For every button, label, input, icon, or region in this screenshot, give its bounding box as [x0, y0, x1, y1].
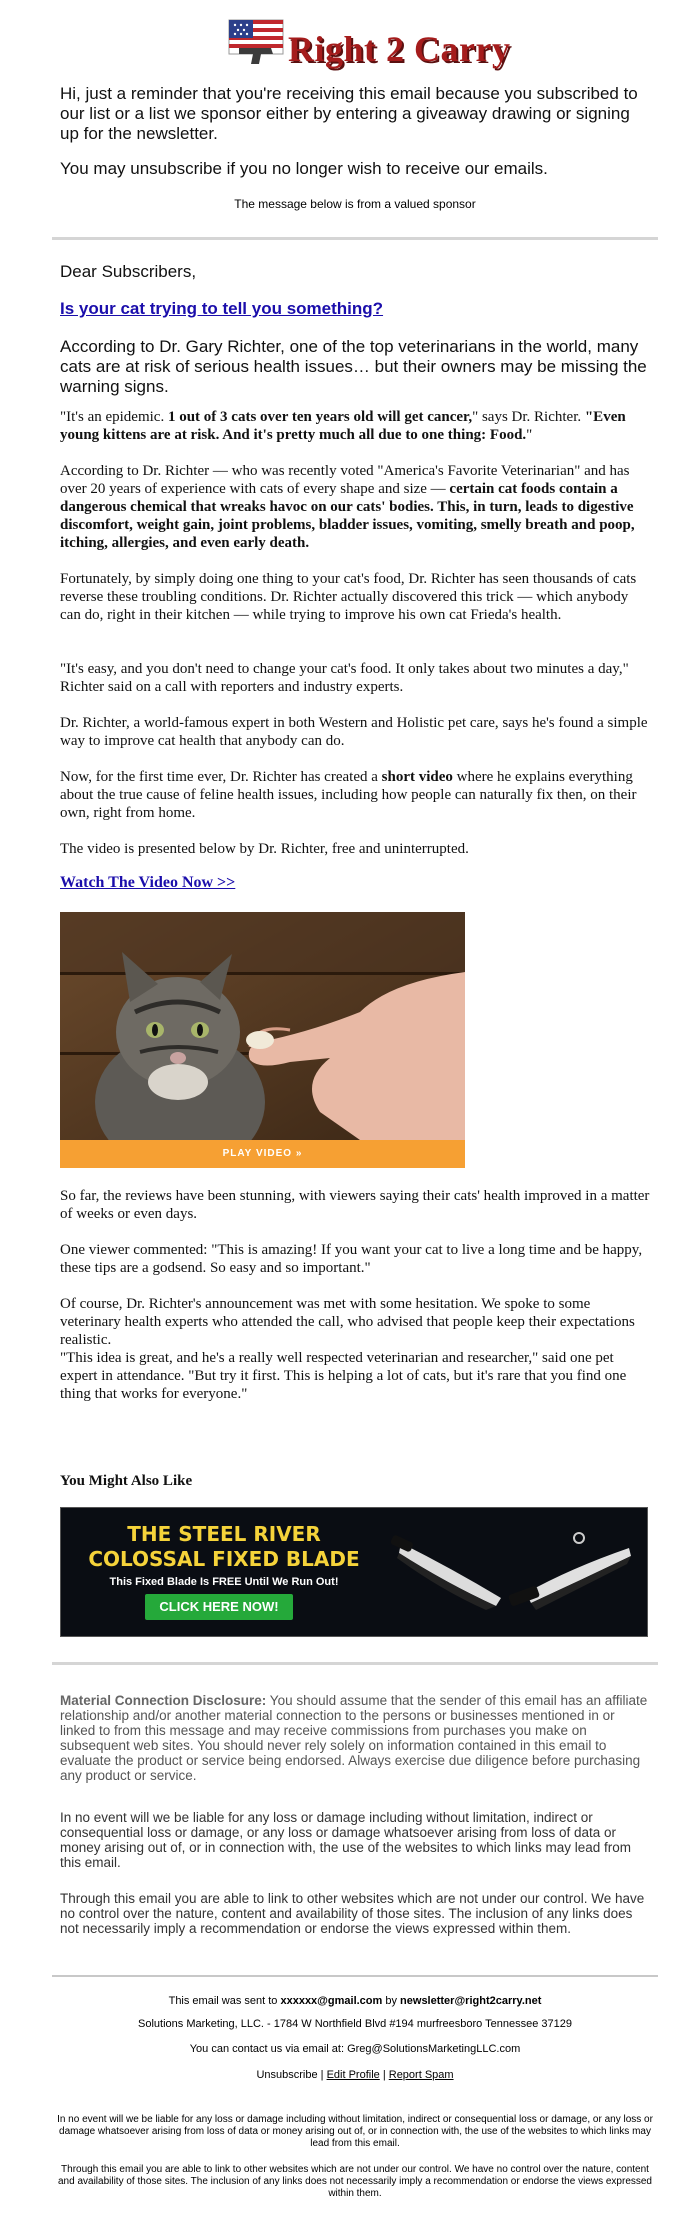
play-video-button[interactable]: PLAY VIDEO » — [60, 1140, 465, 1168]
banner-cta-button[interactable]: CLICK HERE NOW! — [145, 1594, 293, 1620]
sender-email: newsletter@right2carry.net — [400, 1995, 542, 2007]
edit-profile-link[interactable]: Edit Profile — [326, 2069, 380, 2081]
disclosure-divider — [52, 1662, 658, 1665]
video-announcement-paragraph: Now, for the first time ever, Dr. Richter has created a short video where he explains everything about the true cause of feline health issues, including how people can naturally fix then, on their own, right from home. — [60, 769, 637, 821]
reviews-paragraph: So far, the reviews have been stunning, with viewers saying their cats' health improved in a matter of weeks or even days. — [60, 1188, 650, 1222]
expert-paragraph: Dr. Richter, a world-famous expert in both Western and Holistic pet care, says he's found a simple way to improve cat health that anybody can do. — [60, 715, 648, 749]
report-spam-link[interactable]: Report Spam — [388, 2069, 454, 2081]
material-disclosure: Material Connection Disclosure: You should assume that the sender of this email has an affiliate relationship and/or another material connection to the persons or businesses mentioned in or linked to from this message and may receive commissions from purchases you make on subsequent web sites. You should never rely solely on information contained in this email to evaluate the product or service being endorsed. Always exercise due diligence before purchasing any product or service. — [60, 1693, 648, 1783]
sent-to-line: This email was sent to xxxxxx@gmail.com by newsletter@right2carry.net — [168, 1995, 542, 2007]
footer-liability-notice: In no event will we be liable for any loss or damage including without limitation, indirect or consequential loss or damage, or any loss or damage whatsoever arising from loss of data or money arising out of, or in connection with, the use of the websites to which links may lead from this email. — [57, 2114, 653, 2149]
chemical-paragraph: According to Dr. Richter — who was recently voted "America's Favorite Veterinarian" and has over 20 years of experience with cats of every shape and size — certain cat foods contain a dangerous chemical that wreaks havoc on our cats' bodies. This, in turn, leads to digestive discomfort, weight gain, joint problems, bladder issues, vomiting, smelly breath and poop, itching, allergies, and even early death. — [60, 463, 635, 551]
double-chevron-right-icon: » — [295, 1148, 303, 1159]
knife-icon — [391, 1528, 641, 1618]
epidemic-paragraph: "It's an epidemic. 1 out of 3 cats over ten years old will get cancer," says Dr. Richter. "Even young kittens are at risk. And it's pretty much all due to one thing: Food." — [60, 409, 626, 443]
recipient-email: xxxxxx@gmail.com — [280, 1995, 383, 2007]
easy-quote-paragraph: "It's easy, and you don't need to change your cat's food. It only takes about two minutes a day," Richter said on a call with reporters and industry experts. — [60, 661, 629, 695]
fortunately-paragraph: Fortunately, by simply doing one thing to your cat's food, Dr. Richter has seen thousands of cats reverse these troubling conditions. Dr. Richter actually discovered this trick — which anybody can do, right in their kitchen — while trying to improve his own cat Frieda's health. — [60, 571, 637, 623]
contact-line: You can contact us via email at: Greg@SolutionsMarketingLLC.com — [189, 2043, 521, 2055]
video-thumbnail[interactable] — [60, 912, 465, 1168]
banner-title-line2: COLOSSAL FIXED BLADE — [88, 1547, 360, 1571]
cat-hand-image — [60, 912, 465, 1140]
brand-wordmark: Right 2 Carry — [288, 29, 511, 69]
section-divider — [52, 237, 658, 240]
banner-subtitle: This Fixed Blade Is FREE Until We Run Out! — [109, 1576, 339, 1588]
lead-paragraph: According to Dr. Gary Richter, one of the top veterinarians in the world, many cats are at risk of serious health issues… but their owners may be missing the warning signs. — [60, 337, 647, 396]
greeting: Dear Subscribers, — [60, 262, 197, 281]
footer-links-notice: Through this email you are able to link to other websites which are not under our control. We have no control over the nature, content and availability of those sites. The inclusion of any links does not necessarily imply a recommendation or endorse the views expressed within them. — [57, 2164, 652, 2199]
hesitation-paragraph: Of course, Dr. Richter's announcement was met with some hesitation. We spoke to some veterinary health experts who attended the call, who advised that people keep their expectations realistic. — [60, 1296, 635, 1348]
knife-ad-banner[interactable] — [60, 1507, 648, 1637]
unsubscribe-note: You may unsubscribe if you no longer wish to receive our emails. — [60, 159, 548, 178]
external-links-notice: Through this email you are able to link to other websites which are not under our control. We have no control over the nature, content and availability of those sites. The inclusion of any links does not necessarily imply a recommendation or endorse the views expressed within them. — [60, 1891, 645, 1936]
unsubscribe-text[interactable]: Unsubscribe — [256, 2069, 318, 2081]
liability-notice: In no event will we be liable for any loss or damage including without limitation, indirect or consequential loss or damage, or any loss or damage whatsoever arising from loss of data or money arising out of, or in connection with, the use of the websites to which links may lead from this email. — [60, 1810, 632, 1870]
headline-link[interactable]: Is your cat trying to tell you something? — [60, 299, 384, 318]
video-presented-paragraph: The video is presented below by Dr. Richter, free and uninterrupted. — [60, 841, 469, 857]
expert-quote-paragraph: "This idea is great, and he's a really well respected veterinarian and researcher," said one pet expert in attendance. "But try it first. This is helping a lot of cats, but it's rare that you find one thing that works for everyone." — [60, 1350, 627, 1402]
viewer-comment-paragraph: One viewer commented: "This is amazing! If you want your cat to live a long time and be happy, these tips are a godsend. So easy and so important." — [60, 1242, 643, 1276]
company-address: Solutions Marketing, LLC. - 1784 W Northfield Blvd #194 murfreesboro Tennessee 37129 — [138, 2018, 572, 2030]
footer-divider — [52, 1975, 658, 1977]
subscription-reminder: Hi, just a reminder that you're receiving this email because you subscribed to our list or a list we sponsor either by entering a giveaway drawing or signing up for the newsletter. — [60, 84, 638, 143]
footer-links: Unsubscribe | Edit Profile | Report Spam — [256, 2069, 454, 2081]
banner-title-line1: THE STEEL RIVER — [127, 1522, 321, 1546]
also-like-heading: You Might Also Like — [60, 1473, 193, 1489]
watch-video-link[interactable]: Watch The Video Now >> — [60, 874, 236, 891]
sponsor-note: The message below is from a valued sponsor — [234, 197, 476, 211]
